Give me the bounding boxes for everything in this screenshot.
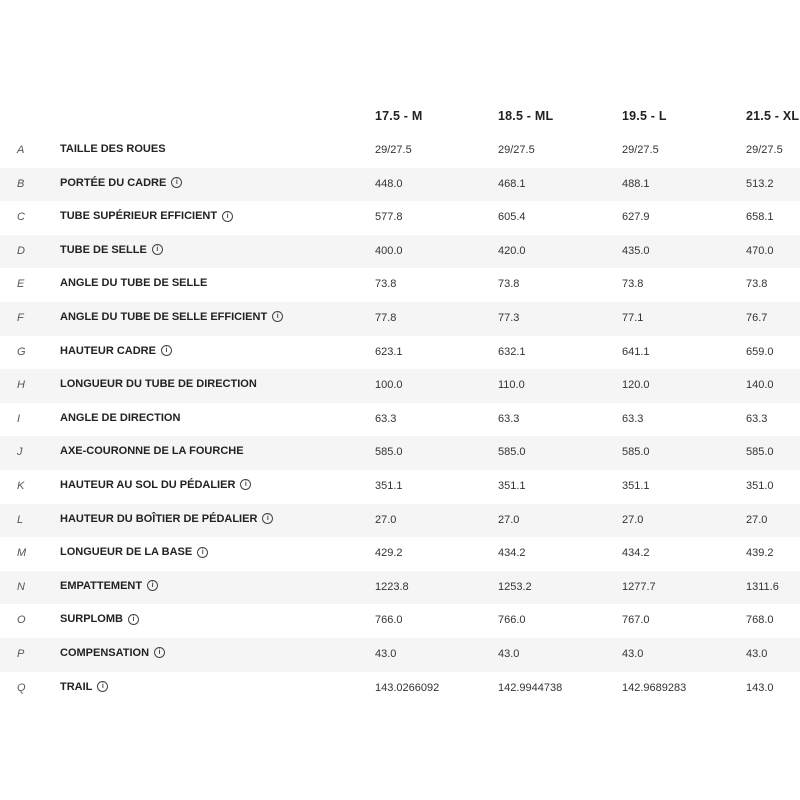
- table-row: [0, 336, 800, 370]
- size-column-header[interactable]: 17.5 - M: [375, 109, 423, 123]
- table-cell: 43.0: [375, 647, 397, 660]
- row-letter: H: [17, 379, 25, 392]
- row-label: [60, 580, 158, 592]
- table-cell: 623.1: [375, 345, 403, 358]
- row-letter: I: [17, 412, 21, 425]
- table-cell: 470.0: [746, 244, 774, 257]
- row-label: [60, 177, 182, 189]
- table-cell: 1311.6: [746, 580, 779, 593]
- row-label: [60, 345, 172, 357]
- row-label: [60, 244, 163, 256]
- table-cell: 140.0: [746, 379, 774, 392]
- info-icon[interactable]: i: [262, 513, 273, 524]
- info-icon[interactable]: i: [272, 311, 283, 322]
- row-label: [60, 412, 180, 424]
- table-cell: 434.2: [498, 547, 526, 560]
- row-label: [60, 681, 108, 693]
- table-cell: 142.9944738: [498, 681, 563, 694]
- row-letter: O: [17, 614, 26, 627]
- table-cell: 43.0: [498, 647, 520, 660]
- row-label: [60, 479, 251, 491]
- row-letter: C: [17, 211, 25, 224]
- row-letter: D: [17, 244, 25, 257]
- table-cell: 400.0: [375, 244, 403, 257]
- table-row: [0, 672, 800, 706]
- table-cell: 659.0: [746, 345, 774, 358]
- table-cell: 27.0: [375, 513, 397, 526]
- row-label-text: TAILLE DES ROUES: [60, 143, 166, 155]
- table-cell: 351.1: [375, 479, 403, 492]
- table-cell: 77.8: [375, 311, 397, 324]
- table-row: [0, 201, 800, 235]
- row-label: [60, 613, 139, 625]
- table-row: [0, 571, 800, 605]
- table-row: [0, 436, 800, 470]
- row-label-text: TRAIL: [60, 680, 93, 693]
- row-label-text: TUBE DE SELLE: [60, 243, 147, 256]
- table-row: [0, 235, 800, 269]
- table-cell: 63.3: [746, 412, 768, 425]
- row-label: [60, 277, 207, 289]
- size-column-header[interactable]: 18.5 - ML: [498, 109, 554, 123]
- table-cell: 73.8: [375, 278, 397, 291]
- table-row: [0, 134, 800, 168]
- table-row: [0, 504, 800, 538]
- row-label-text: PORTÉE DU CADRE: [60, 176, 167, 189]
- table-cell: 513.2: [746, 177, 774, 190]
- row-label-text: ANGLE DU TUBE DE SELLE: [60, 277, 208, 290]
- table-cell: 435.0: [622, 244, 650, 257]
- table-cell: 27.0: [622, 513, 644, 526]
- row-letter: G: [17, 345, 26, 358]
- table-cell: 439.2: [746, 547, 774, 560]
- row-label-text: LONGUEUR DE LA BASE: [60, 546, 193, 559]
- table-cell: 488.1: [622, 177, 650, 190]
- table-cell: 29/27.5: [498, 144, 535, 156]
- row-letter: J: [17, 446, 23, 459]
- table-cell: 29/27.5: [622, 144, 659, 156]
- table-cell: 627.9: [622, 211, 650, 224]
- row-letter: P: [17, 647, 25, 660]
- table-cell: 63.3: [498, 412, 520, 425]
- table-cell: 641.1: [622, 345, 650, 358]
- table-cell: 429.2: [375, 547, 403, 560]
- table-cell: 632.1: [498, 345, 526, 358]
- table-cell: 585.0: [622, 446, 650, 459]
- table-cell: 29/27.5: [746, 144, 783, 156]
- row-label: [60, 378, 257, 390]
- info-icon[interactable]: i: [128, 614, 139, 625]
- info-icon[interactable]: i: [161, 345, 172, 356]
- table-cell: 73.8: [746, 278, 768, 291]
- row-label: [60, 210, 233, 222]
- info-icon[interactable]: i: [240, 479, 251, 490]
- table-cell: 27.0: [746, 513, 768, 526]
- row-letter: L: [17, 513, 24, 526]
- info-icon[interactable]: i: [222, 211, 233, 222]
- row-label-text: LONGUEUR DU TUBE DE DIRECTION: [60, 378, 257, 391]
- table-cell: 73.8: [498, 278, 520, 291]
- row-letter: N: [17, 580, 25, 593]
- table-cell: 143.0: [746, 681, 774, 694]
- table-cell: 1223.8: [375, 580, 409, 593]
- table-cell: 77.1: [622, 311, 644, 324]
- info-icon[interactable]: i: [154, 647, 165, 658]
- table-cell: 585.0: [498, 446, 526, 459]
- table-cell: 585.0: [375, 446, 403, 459]
- row-label-text: COMPENSATION: [60, 646, 150, 659]
- row-label-text: EMPATTEMENT: [60, 579, 143, 592]
- table-cell: 43.0: [622, 647, 644, 660]
- table-cell: 29/27.5: [375, 144, 412, 156]
- info-icon[interactable]: i: [171, 177, 182, 188]
- row-letter: B: [17, 177, 25, 190]
- row-label: [60, 445, 244, 457]
- row-label: [60, 311, 283, 323]
- table-cell: 143.0266092: [375, 681, 440, 694]
- table-cell: 351.0: [746, 479, 774, 492]
- table-cell: 73.8: [622, 278, 644, 291]
- table-row: [0, 369, 800, 403]
- info-icon[interactable]: i: [147, 580, 158, 591]
- table-cell: 1253.2: [498, 580, 532, 593]
- size-column-header[interactable]: 21.5 - XL: [746, 109, 800, 123]
- table-cell: 110.0: [498, 379, 525, 392]
- table-cell: 468.1: [498, 177, 526, 190]
- row-label-text: HAUTEUR AU SOL DU PÉDALIER: [60, 478, 236, 491]
- table-cell: 76.7: [746, 311, 768, 324]
- table-cell: 605.4: [498, 211, 526, 224]
- table-cell: 27.0: [498, 513, 520, 526]
- table-cell: 120.0: [622, 379, 650, 392]
- table-row: [0, 403, 800, 437]
- table-cell: 448.0: [375, 177, 403, 190]
- size-header-row: [0, 98, 800, 134]
- table-cell: 351.1: [622, 479, 650, 492]
- table-cell: 63.3: [622, 412, 644, 425]
- info-icon[interactable]: i: [197, 547, 208, 558]
- table-cell: 1277.7: [622, 580, 656, 593]
- row-label-text: ANGLE DU TUBE DE SELLE EFFICIENT: [60, 310, 268, 323]
- table-cell: 585.0: [746, 446, 774, 459]
- table-cell: 766.0: [498, 614, 526, 627]
- row-label-text: TUBE SUPÉRIEUR EFFICIENT: [60, 210, 218, 223]
- table-cell: 767.0: [622, 614, 650, 627]
- table-row: [0, 168, 800, 202]
- row-label: [60, 513, 273, 525]
- table-cell: 768.0: [746, 614, 774, 627]
- row-letter: F: [17, 311, 24, 324]
- geometry-rows: [0, 134, 800, 705]
- row-label: [60, 546, 208, 558]
- row-letter: Q: [17, 681, 26, 694]
- table-row: [0, 537, 800, 571]
- row-letter: E: [17, 278, 25, 291]
- table-cell: 43.0: [746, 647, 768, 660]
- table-row: [0, 470, 800, 504]
- table-cell: 142.9689283: [622, 681, 687, 694]
- row-label-text: HAUTEUR CADRE: [60, 344, 156, 357]
- table-cell: 658.1: [746, 211, 774, 224]
- row-letter: A: [17, 144, 25, 156]
- row-label-text: ANGLE DE DIRECTION: [60, 411, 181, 424]
- size-column-header[interactable]: 19.5 - L: [622, 109, 667, 123]
- table-cell: 766.0: [375, 614, 403, 627]
- row-label-text: HAUTEUR DU BOÎTIER DE PÉDALIER: [60, 512, 258, 525]
- table-cell: 63.3: [375, 412, 397, 425]
- geometry-table: [0, 98, 800, 705]
- row-label-text: SURPLOMB: [60, 613, 123, 626]
- table-cell: 77.3: [498, 311, 520, 324]
- table-cell: 420.0: [498, 244, 526, 257]
- table-cell: 100.0: [375, 379, 403, 392]
- table-row: [0, 268, 800, 302]
- info-icon[interactable]: i: [97, 681, 108, 692]
- row-letter: M: [17, 547, 27, 560]
- table-cell: 577.8: [375, 211, 403, 224]
- table-cell: 351.1: [498, 479, 526, 492]
- table-cell: 434.2: [622, 547, 650, 560]
- table-row: [0, 638, 800, 672]
- row-label-text: AXE-COURONNE DE LA FOURCHE: [60, 445, 244, 458]
- table-row: [0, 302, 800, 336]
- row-label: [60, 647, 165, 659]
- info-icon[interactable]: i: [152, 244, 163, 255]
- row-label: [60, 143, 166, 155]
- table-row: [0, 604, 800, 638]
- row-letter: K: [17, 479, 25, 492]
